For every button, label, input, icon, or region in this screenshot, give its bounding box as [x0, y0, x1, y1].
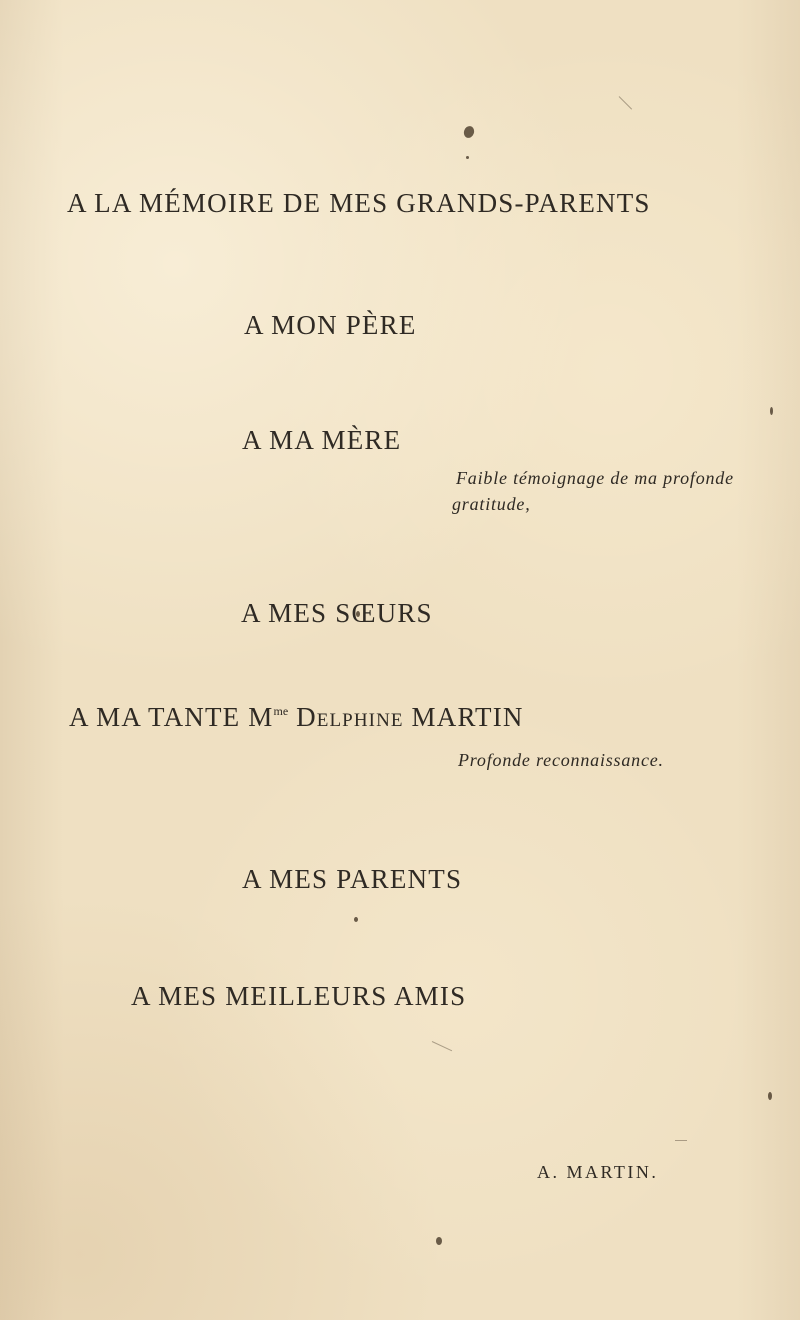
paper-mark: [432, 1041, 452, 1051]
aunt-last-name: MARTIN: [411, 702, 524, 732]
ink-speck: [770, 407, 773, 415]
ink-speck: [436, 1237, 442, 1245]
dedication-aunt: [69, 704, 524, 731]
dedication-sisters: A MES SŒURS: [241, 598, 433, 628]
aunt-prefix: A MA TANTE M: [69, 702, 274, 732]
dedication-father: A MON PÈRE: [244, 310, 417, 340]
ink-dot: [462, 125, 475, 140]
paper-mark: [675, 1140, 687, 1141]
ink-speck: [768, 1092, 772, 1100]
aunt-first-name: Delphine: [296, 702, 404, 732]
aunt-recognition: Profonde reconnaissance.: [458, 750, 664, 770]
ink-speck: [466, 156, 469, 159]
dedication-mother: A MA MÈRE: [242, 425, 402, 455]
gratitude-line-1: Faible témoignage de ma profonde: [456, 468, 734, 488]
dedication-friends: A MES MEILLEURS AMIS: [131, 981, 467, 1011]
ink-speck: [354, 917, 358, 922]
paper-mark: [619, 96, 632, 109]
dedication-parents: A MES PARENTS: [242, 864, 463, 894]
author-signature: A. MARTIN.: [537, 1162, 659, 1182]
gratitude-line-2: gratitude,: [452, 494, 531, 514]
aunt-superscript: me: [273, 704, 289, 718]
dedication-grandparents: A LA MÉMOIRE DE MES GRANDS-PARENTS: [67, 188, 651, 218]
